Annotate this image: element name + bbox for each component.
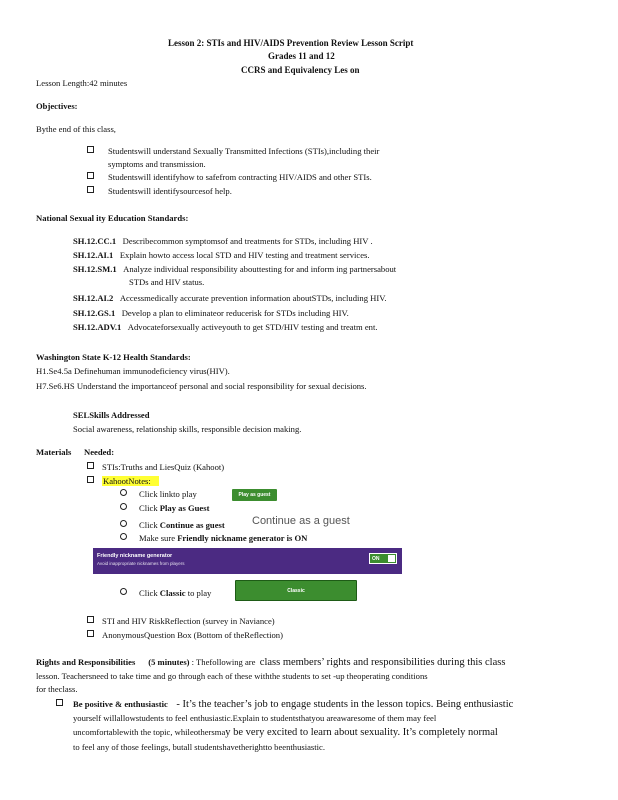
- standard-row: SH.12.GS.1 Develop a plan to eliminateor reducerisk for STDs including HIV.: [73, 308, 349, 318]
- checkbox-bullet-icon: [87, 476, 94, 483]
- rights-bullet-line-4: to feel any of those feelings, butall studentshavetherightto beenthusiastic.: [73, 742, 326, 752]
- friendly-nickname-banner: [93, 548, 402, 574]
- checkbox-bullet-icon: [87, 172, 94, 179]
- checkbox-bullet-icon: [87, 462, 94, 469]
- circle-bullet-icon: [120, 533, 127, 540]
- washington-row: H7.Se6.HS Understand the importanceof personal and social responsibility for sexual decisions.: [36, 381, 367, 391]
- standard-row: SH.12.SM.1 Analyze individual responsibility abouttesting for and inform ing partnersabout: [73, 264, 397, 274]
- banner-subtitle: Avoid inappropriate nicknames from players: [97, 561, 185, 566]
- kahoot-step: Click Classic to play: [120, 588, 211, 599]
- rights-line-1: Rights and Responsibilities (5 minutes) : Thefollowing are class members’ rights and responsibilities during this class: [36, 657, 506, 668]
- material-item: STI and HIV RiskReflection (survey in Naviance): [87, 616, 275, 627]
- checkbox-bullet-icon: [87, 186, 94, 193]
- nickname-toggle[interactable]: ON: [369, 553, 397, 564]
- standard-row: SH.12.AI.1 Explain howto access local STD and HIV testing and treatment services.: [73, 250, 370, 260]
- rights-line-2: lesson. Teachersneed to take time and go through each of these withthe students to set -up theoperating conditions: [36, 671, 428, 681]
- doc-subtitle: CCRS and Equivalency Les on: [241, 65, 360, 75]
- standard-row: SH.12.ADV.1 Advocateforsexually activeyouth to get STD/HIV testing and treatm ent.: [73, 322, 378, 332]
- checkbox-bullet-icon: [87, 630, 94, 637]
- material-item: AnonymousQuestion Box (Bottom of theReflection): [87, 630, 283, 641]
- washington-heading: Washington State K-12 Health Standards:: [36, 352, 191, 362]
- sel-heading: SELSkills Addressed: [73, 410, 150, 420]
- objective-item-cont: symptoms and transmission.: [108, 159, 206, 169]
- lesson-length: Lesson Length:42 minutes: [36, 78, 128, 88]
- doc-title: Lesson 2: STIs and HIV/AIDS Prevention Review Lesson Script: [168, 38, 414, 48]
- standard-row-cont: STDs and HIV status.: [129, 277, 205, 287]
- objectives-intro: Bythe end of this class,: [36, 124, 116, 134]
- standard-row: SH.12.AI.2 Accessmedically accurate prevention information aboutSTDs, including HIV.: [73, 293, 387, 303]
- banner-title: Friendly nickname generator: [97, 553, 173, 559]
- material-item: STIs:Truths and LiesQuiz (Kahoot): [87, 462, 224, 473]
- rights-bullet: Be positive & enthusiastic - It’s the teacher’s job to engage students in the lesson topics. Being enthusiastic: [56, 699, 513, 710]
- kahoot-step: Click Play as Guest: [120, 503, 209, 514]
- objective-item: Studentswill identifyhow to safefrom contracting HIV/AIDS and other STIs.: [87, 172, 372, 183]
- play-as-guest-button[interactable]: Play as guest: [232, 489, 277, 501]
- checkbox-bullet-icon: [87, 146, 94, 153]
- materials-label: Materials: [36, 447, 72, 457]
- kahoot-step: Make sure Friendly nickname generator is ON: [120, 533, 307, 544]
- material-item-kahoot-notes: KahootNotes:: [87, 476, 159, 487]
- kahoot-step: Click linkto play: [120, 489, 197, 500]
- nses-heading: National Sexual ity Education Standards:: [36, 213, 189, 223]
- standard-row: SH.12.CC.1 Describecommon symptomsof and treatments for STDs, including HIV .: [73, 236, 373, 246]
- checkbox-bullet-icon: [87, 616, 94, 623]
- checkbox-bullet-icon: [56, 699, 63, 706]
- objective-item: Studentswill understand Sexually Transmitted Infections (STIs),including their: [87, 146, 379, 157]
- sel-text: Social awareness, relationship skills, responsible decision making.: [73, 424, 302, 434]
- kahoot-step: Click Continue as guest: [120, 520, 225, 531]
- circle-bullet-icon: [120, 588, 127, 595]
- objective-item: Studentswill identifysourcesof help.: [87, 186, 232, 197]
- classic-button[interactable]: Classic: [235, 580, 357, 601]
- washington-row: H1.Se4.5a Definehuman immunodeficiency virus(HIV).: [36, 366, 230, 376]
- rights-bullet-line-3: uncomfortablewith the topic, whileothersmay be very excited to learn about sexuality. It’s completely normal: [73, 727, 498, 738]
- circle-bullet-icon: [120, 520, 127, 527]
- circle-bullet-icon: [120, 503, 127, 510]
- rights-line-3: for theclass.: [36, 684, 78, 694]
- continue-as-guest-text[interactable]: Continue as a guest: [252, 515, 350, 527]
- objectives-heading: Objectives:: [36, 101, 78, 111]
- circle-bullet-icon: [120, 489, 127, 496]
- rights-bullet-line-2: yourself willallowstudents to feel enthusiastic.Explain to studentsthatyou areawaresome of them may feel: [73, 713, 437, 723]
- materials-needed: Needed:: [84, 447, 115, 457]
- doc-grades: Grades 11 and 12: [268, 51, 335, 61]
